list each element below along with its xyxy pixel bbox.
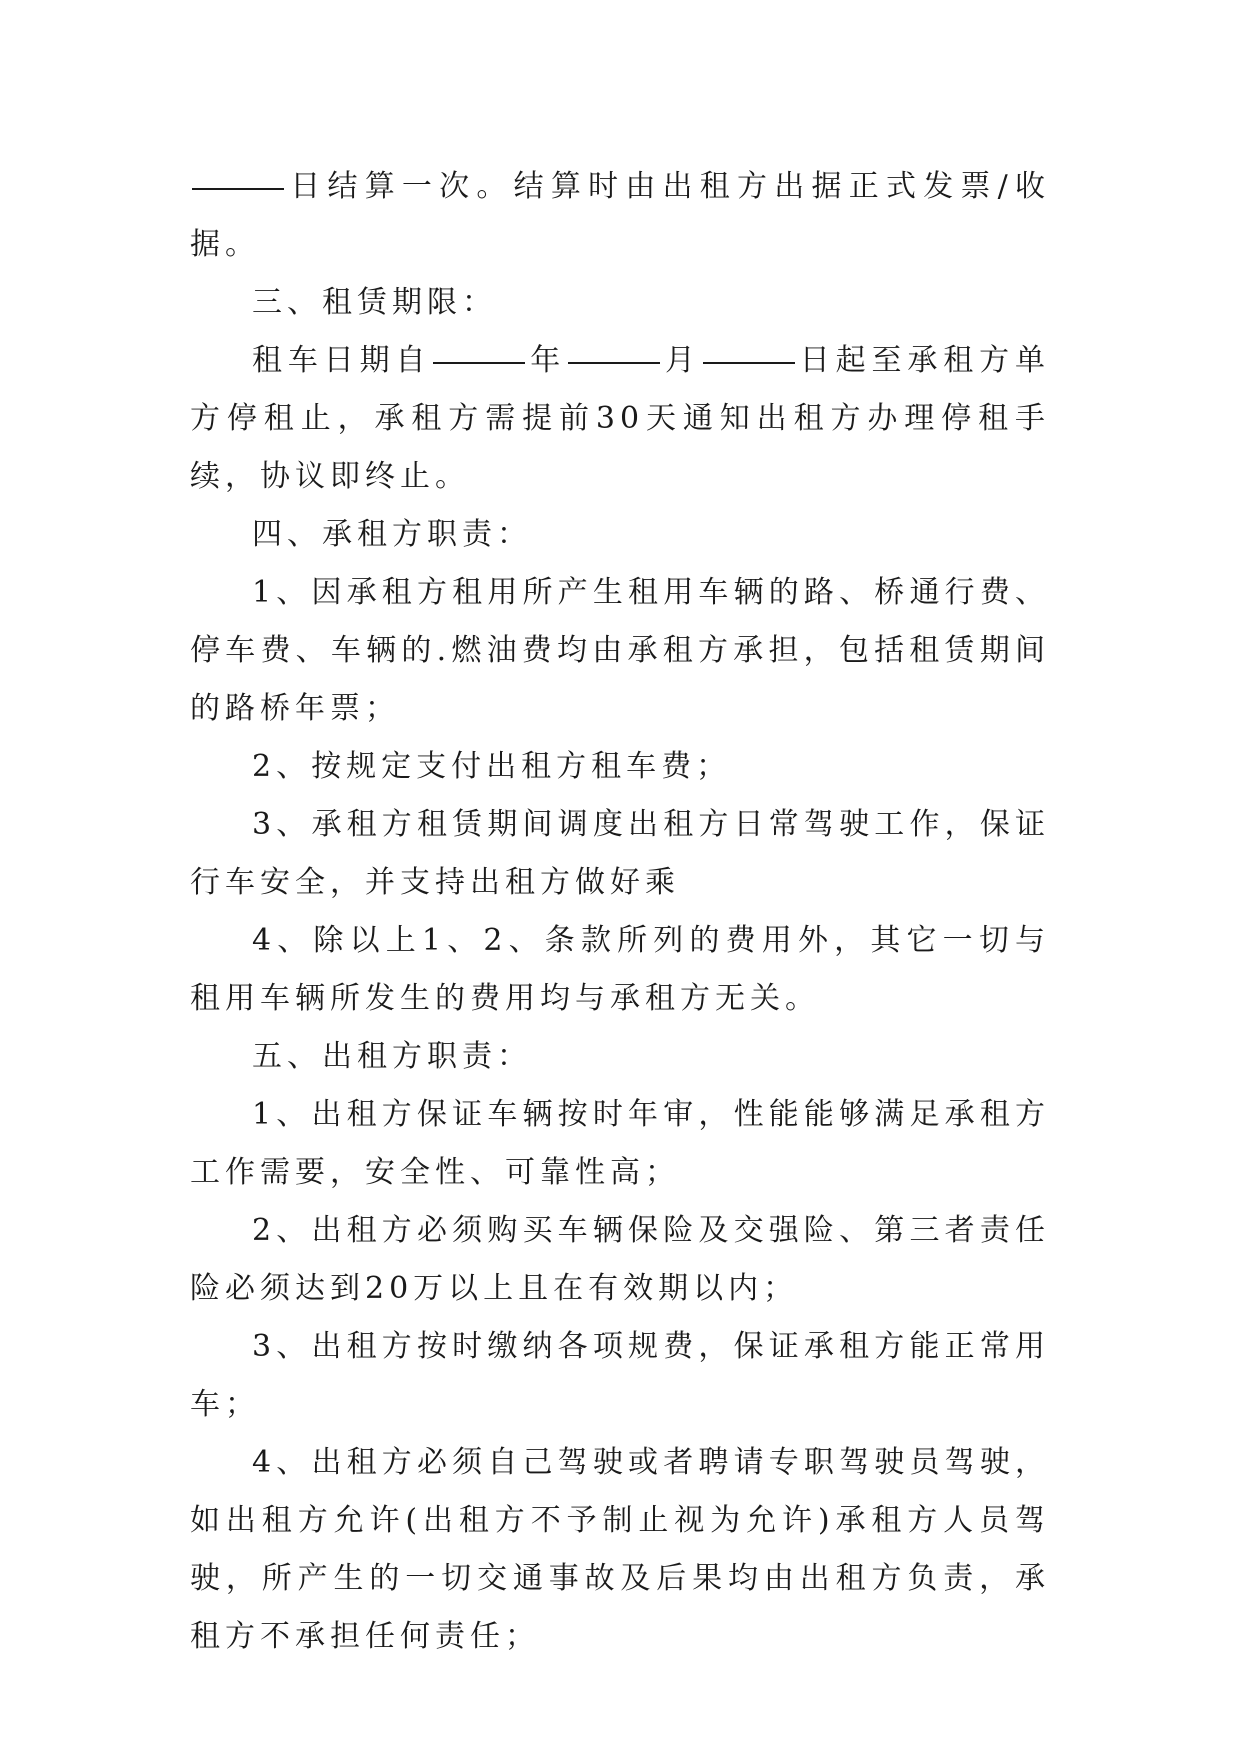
lessor-item: 3、出租方按时缴纳各项规费，保证承租方能正常用车； xyxy=(190,1329,1050,1422)
lessee-item: 2、按规定支付出租方租车费； xyxy=(252,749,732,784)
paragraph-settlement xyxy=(190,158,1050,274)
settlement-text: 日结算一次。结算时由出租方出据正式发票/收据。 xyxy=(190,169,1050,262)
lessor-item: 1、出租方保证车辆按时年审，性能能够满足承租方工作需要，安全性、可靠性高； xyxy=(190,1097,1050,1190)
blank-year xyxy=(433,332,525,364)
lessee-item: 1、因承租方租用所产生租用车辆的路、桥通行费、停车费、车辆的.燃油费均由承租方承担，包括租赁期间的路桥年票； xyxy=(190,575,1050,726)
blank-month xyxy=(568,332,660,364)
section-heading-lease-term: 三、租赁期限： xyxy=(252,285,497,320)
blank-line xyxy=(192,158,284,190)
lessee-item: 4、除以上1、2、条款所列的费用外，其它一切与租用车辆所发生的费用均与承租方无关。 xyxy=(190,923,1050,1016)
lessor-item: 4、出租方必须自己驾驶或者聘请专职驾驶员驾驶，如出租方允许(出租方不予制止视为允许)承租方人员驾驶，所产生的一切交通事故及后果均由出租方负责，承租方不承担任何责任； xyxy=(190,1445,1050,1654)
section-heading-lessee-duties: 四、承租方职责： xyxy=(252,517,532,552)
lessee-item: 3、承租方租赁期间调度出租方日常驾驶工作，保证行车安全，并支持出租方做好乘 xyxy=(190,807,1050,900)
paragraph-rent-period xyxy=(190,332,1050,506)
section-heading-lessor-duties: 五、出租方职责： xyxy=(252,1039,532,1074)
blank-day xyxy=(703,332,795,364)
rent-period-prefix: 租车日期自 xyxy=(252,343,432,378)
lessor-item: 2、出租方必须购买车辆保险及交强险、第三者责任险必须达到20万以上且在有效期以内； xyxy=(190,1213,1050,1306)
month-label: 月 xyxy=(664,343,701,378)
rent-period-suffix: 日起至承租方单方停租止，承租方需提前30天通知出租方办理停租手续，协议即终止。 xyxy=(190,343,1050,494)
document-body xyxy=(190,158,1050,1666)
year-label: 年 xyxy=(529,343,567,378)
